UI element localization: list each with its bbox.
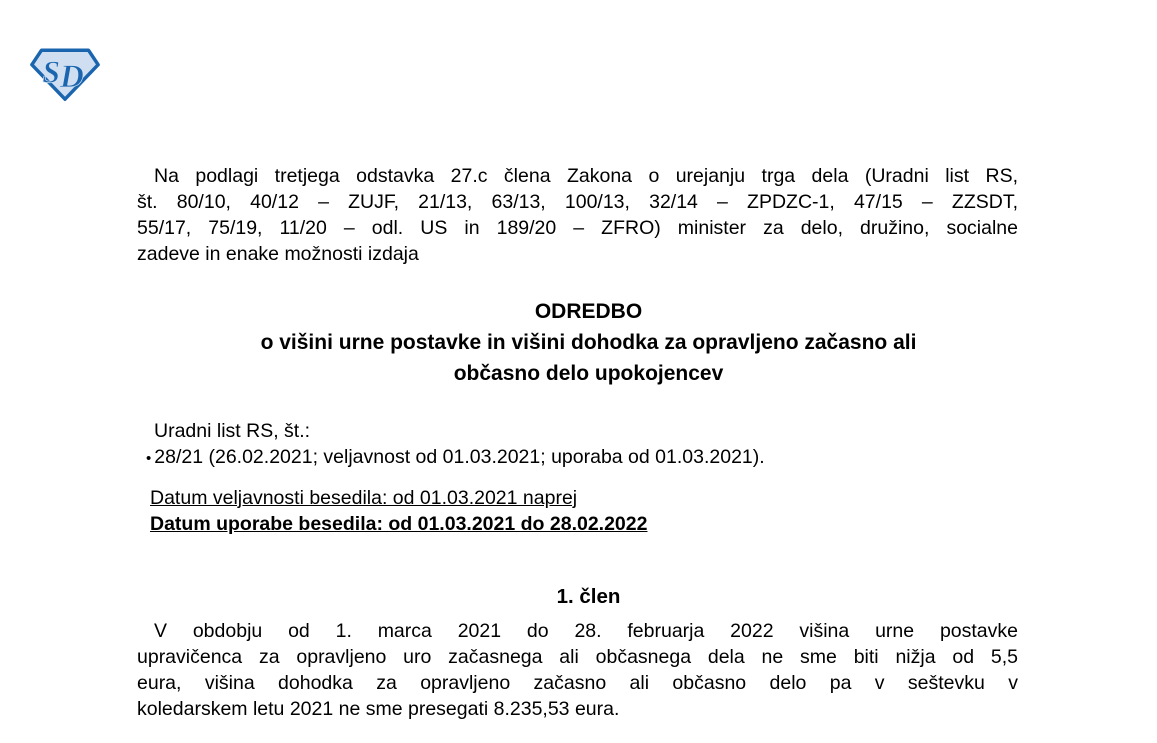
sd-diamond-logo-icon [30, 44, 100, 102]
gazette-item-text: 28/21 (26.02.2021; veljavnost od 01.03.2021; uporaba od 01.03.2021). [154, 446, 765, 468]
article-1-paragraph [137, 618, 1018, 722]
article-1-heading: 1. člen [556, 585, 621, 608]
text-line: Na podlagi tretjega odstavka 27.c člena Zakona o urejanju trga dela (Uradni list RS, [154, 165, 1018, 187]
text-line: občasno delo upokojencev [453, 362, 724, 385]
validity-effective-line: Datum veljavnosti besedila: od 01.03.2021 naprej [150, 487, 578, 509]
gazette-list-item [137, 444, 1018, 472]
text-line: zadeve in enake možnosti izdaja [137, 243, 419, 265]
text-line: eura, višina dohodka za opravljeno začasno ali občasno delo pa v seštevku v [137, 672, 1018, 694]
text-line: o višini urne postavke in višini dohodka za opravljeno začasno ali [260, 331, 917, 354]
document-title [137, 296, 1018, 389]
bullet-icon: • [146, 450, 152, 467]
intro-paragraph [137, 163, 1018, 267]
gazette-list [137, 444, 1018, 472]
gazette-label: Uradni list RS, št.: [154, 420, 311, 442]
text-line: ODREDBO [534, 300, 643, 323]
text-line: V obdobju od 1. marca 2021 do 28. februarja 2022 višina urne postavke [154, 620, 1018, 642]
text-line: koledarskem letu 2021 ne sme presegati 8.235,53 eura. [137, 698, 620, 720]
validity-block [137, 485, 1018, 537]
svg-text:D: D [59, 57, 84, 95]
validity-application-line: Datum uporabe besedila: od 01.03.2021 do 28.02.2022 [150, 513, 648, 535]
svg-text:S: S [42, 54, 61, 90]
text-line: upravičenca za opravljeno uro začasnega ali občasnega dela ne sme biti nižja od 5,5 [137, 646, 1018, 668]
text-line: 55/17, 75/19, 11/20 – odl. US in 189/20 – ZFRO) minister za delo, družino, socialne [137, 217, 1018, 239]
text-line: št. 80/10, 40/12 – ZUJF, 21/13, 63/13, 100/13, 32/14 – ZPDZC-1, 47/15 – ZZSDT, [137, 191, 1018, 213]
